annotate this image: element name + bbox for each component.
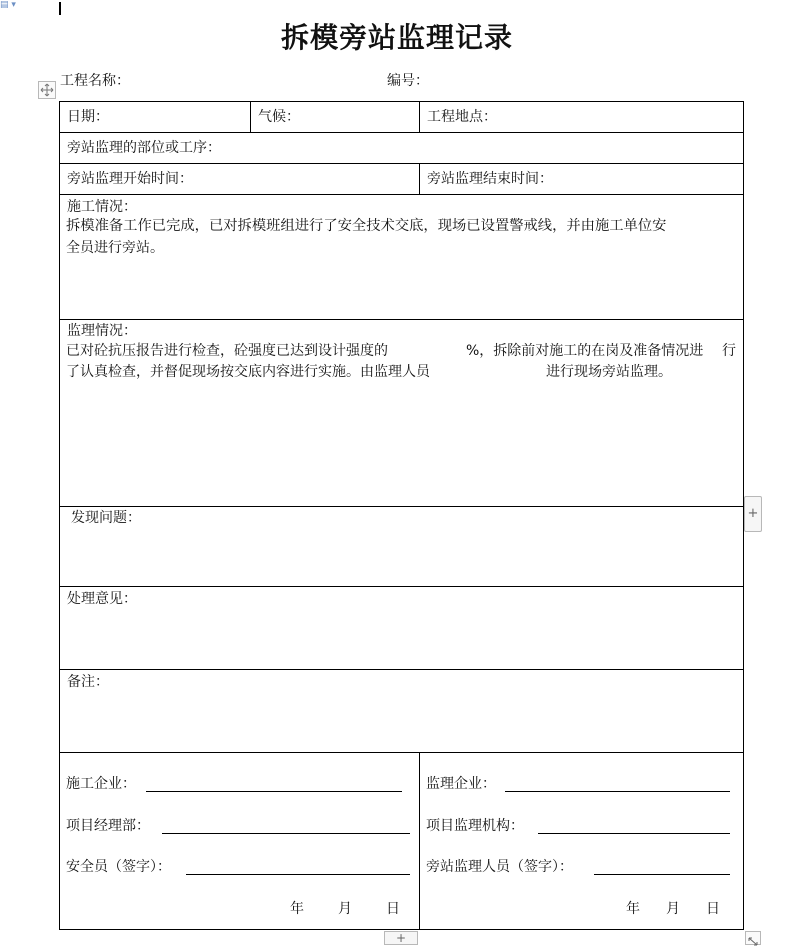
plus-icon: + — [747, 506, 759, 521]
resize-icon — [746, 935, 760, 947]
construction-company-label: 施工企业： — [66, 776, 136, 792]
construction-text-line1: 拆模准备工作已完成，已对拆模班组进行了安全技术交底，现场已设置警戒线，并由施工单位安 — [66, 218, 667, 234]
supervision-org-line[interactable] — [538, 833, 730, 834]
supervision-company-label: 监理企业： — [426, 776, 496, 792]
page-title: 拆模旁站监理记录 — [280, 21, 513, 54]
construction-heading: 施工情况： — [67, 199, 137, 215]
safety-officer-label: 安全员（签字）： — [66, 859, 171, 875]
construction-text-line2: 全员进行旁站。 — [66, 240, 164, 256]
date-label: 日期： — [67, 109, 109, 125]
issues-label: 发现问题： — [71, 510, 141, 526]
right-date-day: 日 — [706, 901, 720, 917]
end-time-label: 旁站监理结束时间： — [427, 171, 553, 187]
table-resize-handle[interactable] — [745, 931, 761, 945]
add-row-button[interactable] — [384, 931, 418, 945]
right-date-year: 年 — [626, 901, 640, 917]
supervision-org-label: 项目监理机构： — [426, 818, 524, 834]
construction-company-line[interactable] — [146, 791, 402, 792]
supervision-company-line[interactable] — [505, 791, 730, 792]
add-column-button[interactable] — [744, 496, 762, 532]
supervision-text-line1-b: %，拆除前对施工的在岗及准备情况进 — [466, 343, 704, 359]
opinion-label: 处理意见： — [67, 591, 137, 607]
start-time-label: 旁站监理开始时间： — [67, 171, 193, 187]
part-label: 旁站监理的部位或工序： — [67, 140, 221, 156]
supervision-text-line1-c: 行 — [722, 343, 736, 359]
remarks-label: 备注： — [67, 674, 109, 690]
left-date-month: 月 — [338, 901, 352, 917]
safety-officer-line[interactable] — [186, 874, 410, 875]
weather-label: 气候： — [258, 109, 300, 125]
project-dept-line[interactable] — [162, 833, 410, 834]
project-dept-label: 项目经理部： — [66, 818, 150, 834]
location-label: 工程地点： — [427, 109, 497, 125]
plus-icon: + — [395, 931, 407, 945]
project-name-label: 工程名称： — [60, 73, 130, 89]
table-move-handle[interactable] — [38, 81, 56, 99]
move-icon — [40, 83, 54, 97]
supervision-staff-label: 旁站监理人员（签字）： — [426, 859, 573, 875]
supervision-text-line1-a: 已对砼抗压报告进行检查，砼强度已达到设计强度的 — [66, 343, 388, 359]
text-cursor — [59, 2, 61, 15]
left-date-year: 年 — [290, 901, 304, 917]
left-date-day: 日 — [386, 901, 400, 917]
document-menu-icon[interactable]: ▤ ▾ — [0, 0, 16, 10]
supervision-text-line2-b: 进行现场旁站监理。 — [546, 364, 672, 380]
number-label: 编号： — [387, 73, 429, 89]
supervision-heading: 监理情况： — [67, 323, 137, 339]
supervision-staff-line[interactable] — [594, 874, 730, 875]
supervision-text-line2-a: 了认真检查，并督促现场按交底内容进行实施。由监理人员 — [66, 364, 430, 380]
right-date-month: 月 — [666, 901, 680, 917]
